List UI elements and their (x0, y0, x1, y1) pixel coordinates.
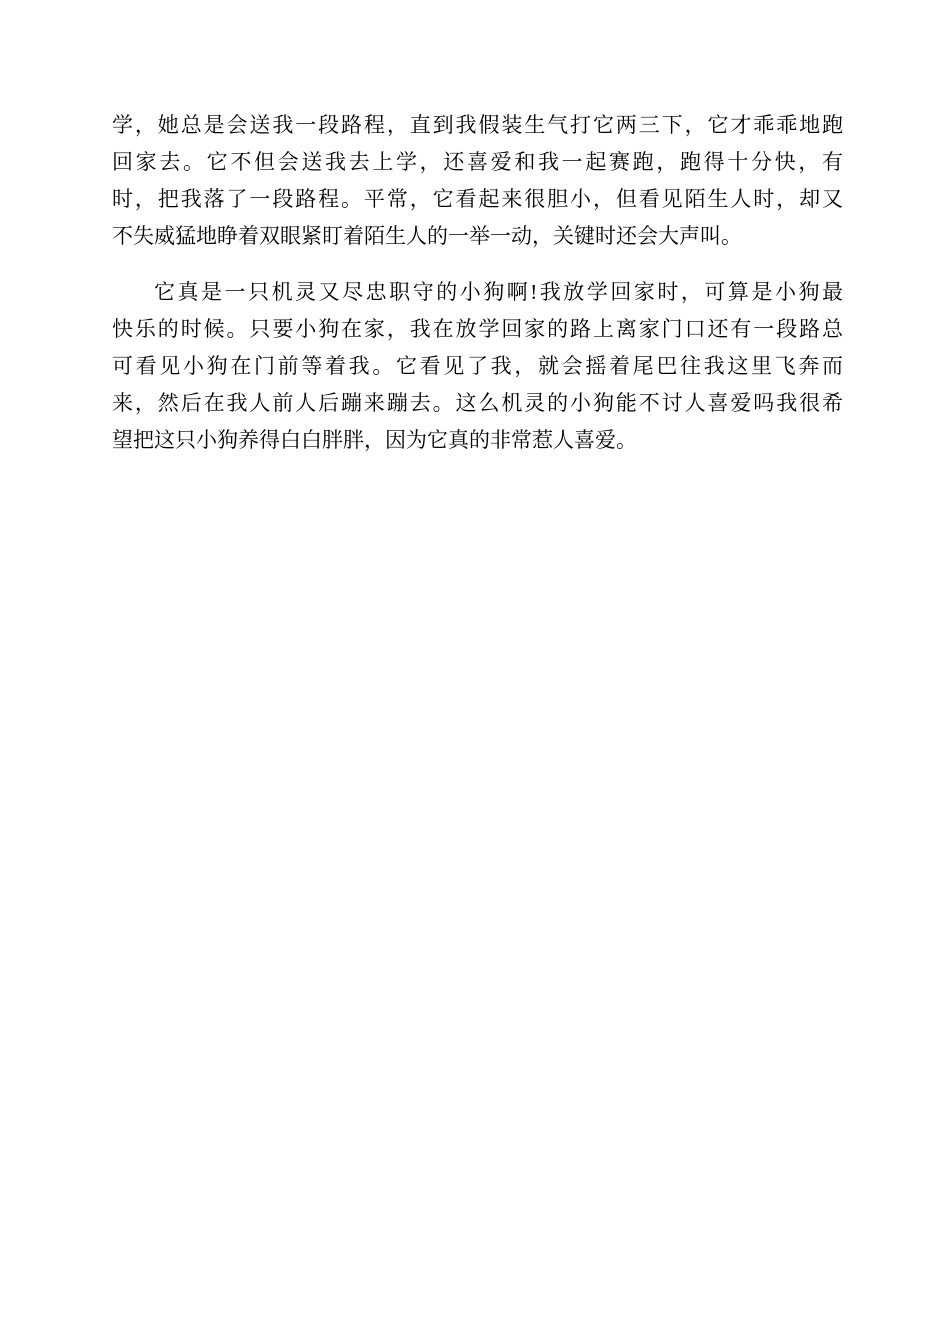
paragraph-2-line-1: 它真是一只机灵又尽忠职守的小狗啊!我放学回家时，可算是小狗最 (154, 280, 843, 304)
paragraph-1-line-2: 回家去。它不但会送我去上学，还喜爱和我一起赛跑，跑得十分快，有 (112, 150, 843, 174)
paragraph-1 (112, 107, 843, 255)
text-block (112, 107, 843, 459)
paragraph-2-line-2: 快乐的时候。只要小狗在家，我在放学回家的路上离家门口还有一段路总 (112, 317, 843, 341)
paragraph-2-line-5: 望把这只小狗养得白白胖胖，因为它真的非常惹人喜爱。 (112, 428, 637, 452)
paragraph-1-line-1: 学，她总是会送我一段路程，直到我假装生气打它两三下，它才乖乖地跑 (112, 113, 843, 137)
paragraph-2-line-3: 可看见小狗在门前等着我。它看见了我，就会摇着尾巴往我这里飞奔而 (112, 354, 843, 378)
paragraph-1-line-4: 不失威猛地睁着双眼紧盯着陌生人的一举一动，关键时还会大声叫。 (112, 224, 742, 248)
paragraph-2-line-4: 来，然后在我人前人后蹦来蹦去。这么机灵的小狗能不讨人喜爱吗我很希 (112, 391, 843, 415)
paragraph-2 (112, 274, 843, 459)
paragraph-1-line-3: 时，把我落了一段路程。平常，它看起来很胆小，但看见陌生人时，却又 (112, 187, 843, 211)
